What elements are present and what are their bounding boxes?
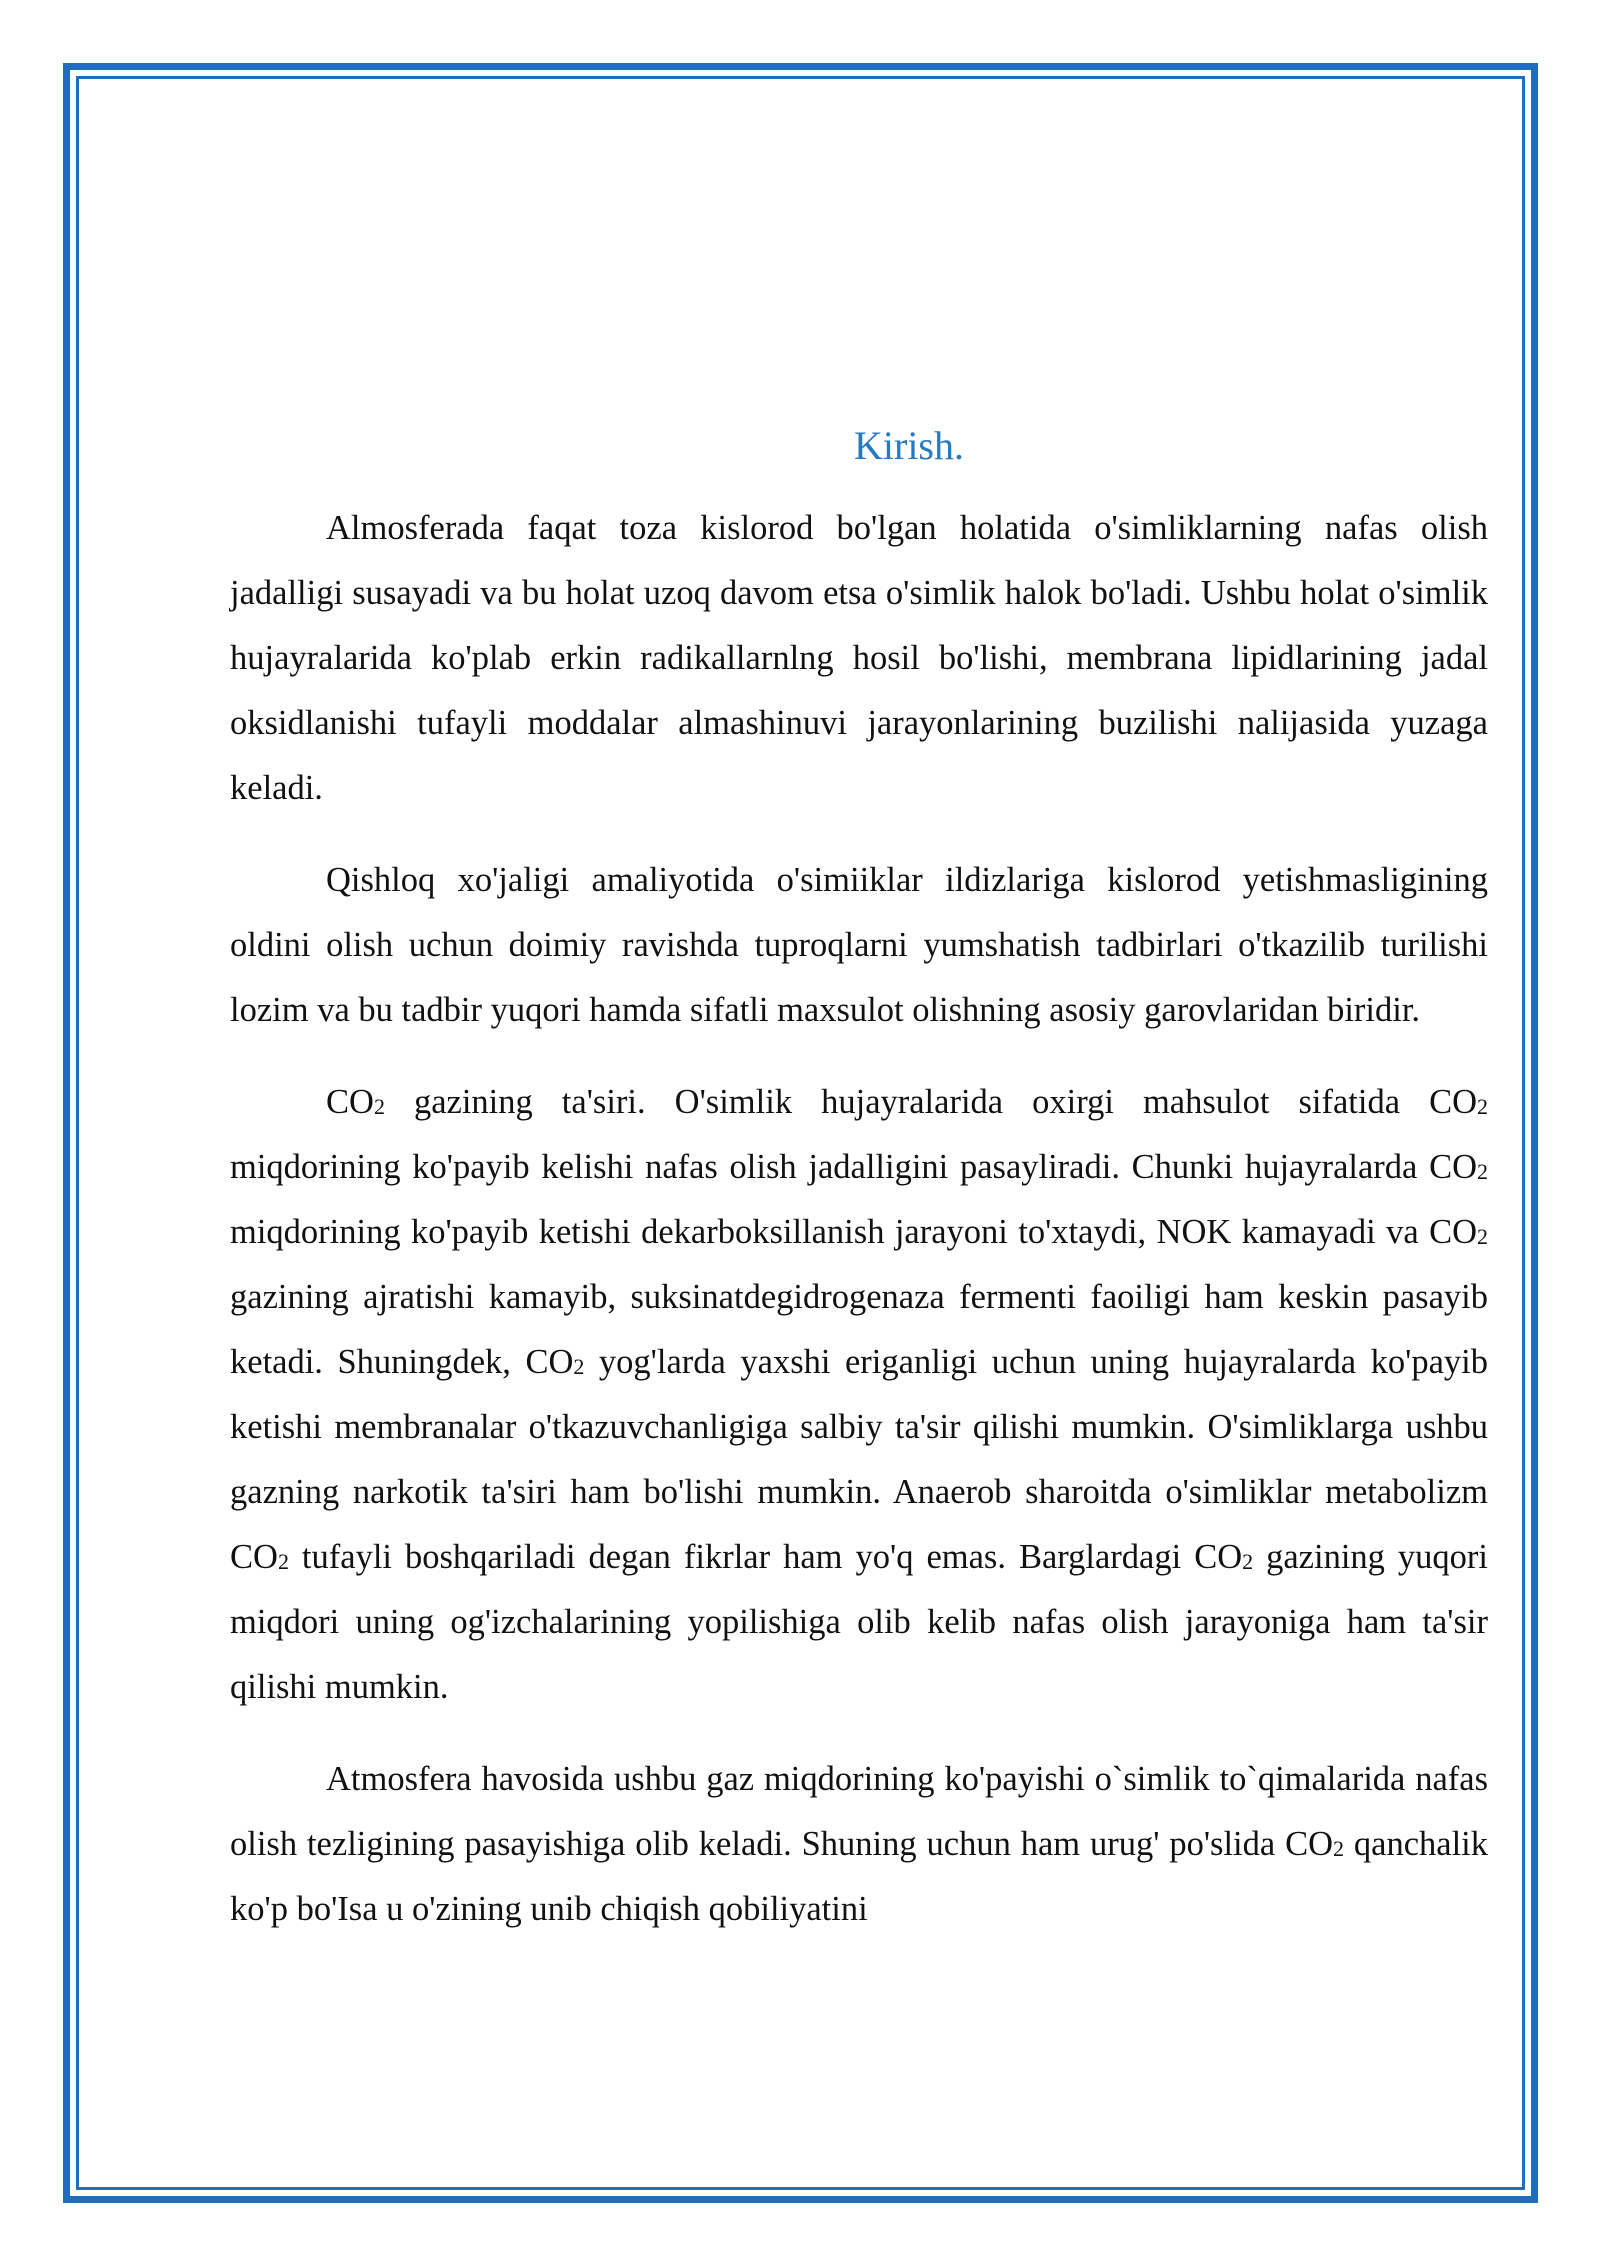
text-run: tufayli boshqariladi degan fikrlar ham yo'q emas. Barglardagi CO bbox=[288, 1538, 1243, 1576]
document-body bbox=[230, 420, 1488, 1969]
text-run: miqdorining ko'payib ketishi dekarboksillanish jarayoni to'xtaydi, NOK kamayadi va CO bbox=[230, 1213, 1477, 1251]
text-run: qanchalik ko'p bo'Isa u o'zining unib chiqish qobiliyatini bbox=[230, 1825, 1488, 1928]
text-run: CO bbox=[326, 1083, 374, 1121]
text-run: gazining ajratishi kamayib, suksinatdegidrogenaza fermenti faoiligi ham keskin pasayib ketadi. Shuningdek, CO bbox=[230, 1278, 1488, 1381]
subscript: 2 bbox=[1477, 1224, 1488, 1249]
subscript: 2 bbox=[1333, 1836, 1344, 1861]
subscript: 2 bbox=[1242, 1549, 1254, 1574]
paragraph-2: Qishloq xo'jaligi amaliyotida o'simiiklar ildizlariga kislorod yetishmasligining oldini olish uchun doimiy ravishda tuproqlarni yumshatish tadbirlari o'tkazilib turilishi lozim va bu tadbir yuqori hamda sifatli maxsulot olishning asosiy garovlaridan biridir. bbox=[230, 861, 1488, 1029]
paragraph-3 bbox=[230, 1070, 1488, 1720]
subscript: 2 bbox=[373, 1094, 385, 1119]
paragraph-4 bbox=[230, 1747, 1488, 1942]
text-run: gazining yuqori miqdori uning og'izchalarining yopilishiga olib kelib nafas olish jarayoniga ham ta'sir qilishi mumkin. bbox=[230, 1538, 1488, 1706]
text-run: miqdorining ko'payib kelishi nafas olish jadalligini pasayliradi. Chunki hujayralarda CO bbox=[230, 1148, 1477, 1186]
text-run: gazining ta'siri. O'simlik hujayralarida oxirgi mahsulot sifatida CO bbox=[384, 1083, 1477, 1121]
text-run: yog'larda yaxshi eriganligi uchun uning hujayralarda ko'payib ketishi membranalar o'tkazuvchanligiga salbiy ta'sir qilishi mumkin. O'simliklarga ushbu gazning narkotik ta'siri ham bo'lishi mumkin. Anaerob sharoitda o'simliklar metabolizm CO bbox=[230, 1343, 1489, 1576]
subscript: 2 bbox=[1477, 1094, 1488, 1119]
subscript: 2 bbox=[1477, 1159, 1488, 1184]
text-run: Atmosfera havosida ushbu gaz miqdorining ko'payishi o`simlik to`qimalarida nafas olish tezligining pasayishiga olib keladi. Shuning uchun ham urug' po'slida CO bbox=[230, 1760, 1488, 1863]
subscript: 2 bbox=[573, 1354, 585, 1379]
document-title: Kirish. bbox=[854, 423, 964, 468]
paragraph-1: Almosferada faqat toza kislorod bo'lgan holatida o'simliklarning nafas olish jadalligi susayadi va bu holat uzoq davom etsa o'simlik halok bo'ladi. Ushbu holat o'simlik hujayralarida ko'plab erkin radikallarnlng hosil bo'lishi, membrana lipidlarining jadal oksidlanishi tufayli moddalar almashinuvi jarayonlarining buzilishi nalijasida yuzaga keladi. bbox=[230, 509, 1488, 807]
subscript: 2 bbox=[277, 1549, 289, 1574]
